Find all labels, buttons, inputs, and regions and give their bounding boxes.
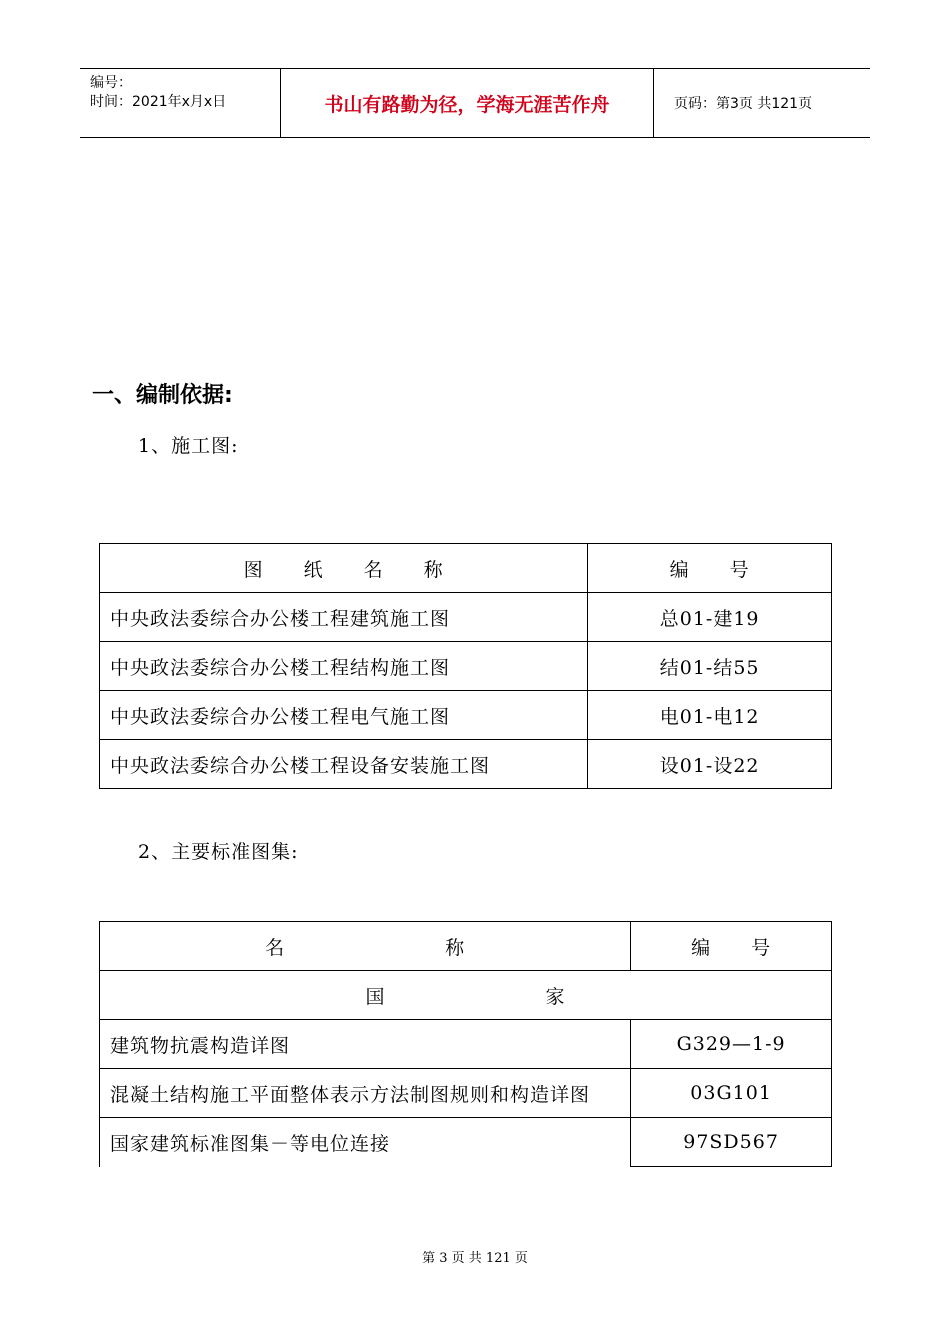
- table-header-cell: 编 号: [588, 544, 832, 593]
- table-cell-name: 中央政法委综合办公楼工程结构施工图: [100, 642, 588, 691]
- header-number-label: 编号：: [90, 75, 132, 91]
- table-cell-name: 混凝土结构施工平面整体表示方法制图规则和构造详图: [100, 1069, 631, 1118]
- standard-atlases-table: [99, 921, 832, 1167]
- table-header-row: [100, 922, 832, 971]
- table-header-cell: 名 称: [100, 922, 631, 971]
- header-time-label: 时间：2021年x月x日: [90, 94, 227, 110]
- table-group-row: [100, 971, 832, 1020]
- subsection-standard-atlases: 2、主要标准图集:: [138, 841, 299, 863]
- table-cell-code: G329—1-9: [631, 1020, 832, 1069]
- table-cell-name: 建筑物抗震构造详图: [100, 1020, 631, 1069]
- table-row: [100, 740, 832, 789]
- header-page-info-text: 页码：第3页 共121页: [674, 96, 813, 112]
- table-row: [100, 642, 832, 691]
- table-cell-name: 国家建筑标准图集－等电位连接: [100, 1118, 631, 1167]
- header-page-info: [664, 69, 870, 137]
- header-motto: 书山有路勤为径，学海无涯苦作舟: [281, 69, 654, 137]
- table-cell-code: 97SD567: [631, 1118, 832, 1167]
- table-row: [100, 1118, 832, 1167]
- table-row: [100, 1020, 832, 1069]
- table-cell-name: 中央政法委综合办公楼工程设备安装施工图: [100, 740, 588, 789]
- table-row: [100, 1069, 832, 1118]
- page-header: [80, 68, 870, 138]
- table-cell-code: 总01-建19: [588, 593, 832, 642]
- table-cell-code: 结01-结55: [588, 642, 832, 691]
- table-cell-code: 03G101: [631, 1069, 832, 1118]
- table-row: [100, 691, 832, 740]
- construction-drawings-table: [99, 543, 832, 789]
- table-row: [100, 593, 832, 642]
- section-title: 一、编制依据:: [92, 383, 233, 408]
- table-header-cell: 图 纸 名 称: [100, 544, 588, 593]
- table-cell-name: 中央政法委综合办公楼工程电气施工图: [100, 691, 588, 740]
- subsection-construction-drawings: 1、施工图:: [138, 435, 239, 457]
- table-cell-code: 电01-电12: [588, 691, 832, 740]
- table-header-row: [100, 544, 832, 593]
- page-footer: 第 3 页 共 121 页: [422, 1251, 528, 1266]
- table-cell-code: 设01-设22: [588, 740, 832, 789]
- table-header-cell: 编 号: [631, 922, 832, 971]
- header-meta-cell: [80, 69, 281, 137]
- table-group-cell: 国 家: [100, 971, 832, 1020]
- table-cell-name: 中央政法委综合办公楼工程建筑施工图: [100, 593, 588, 642]
